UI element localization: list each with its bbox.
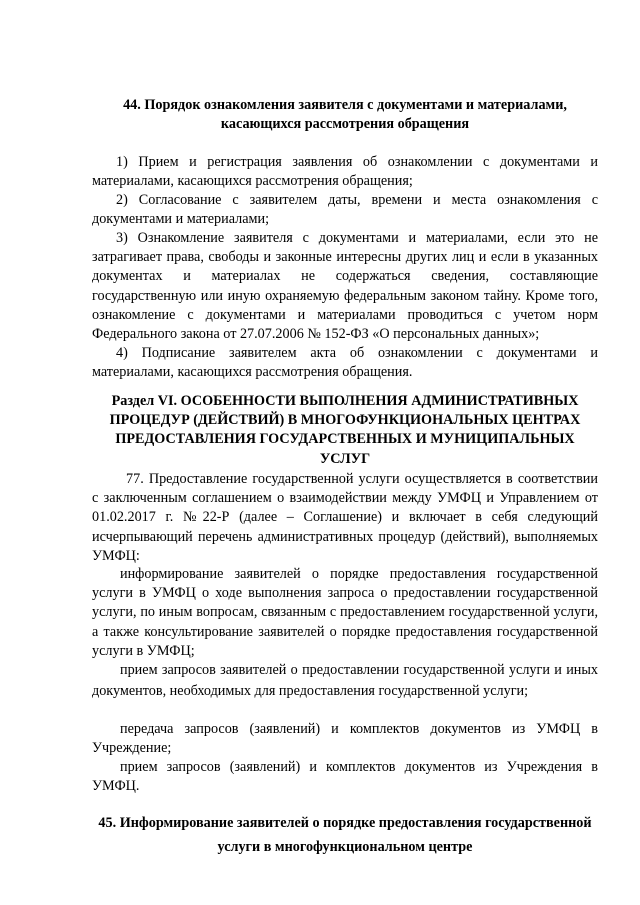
- section-44-item-3: 3) Ознакомление заявителя с документами и материалами, если это не затрагивает права, свободы и законные интересны других лиц и если в указанных документах и материалах не содержаться сведения, составляющие государственную или иную охраняемую федеральным законом тайну. Кроме того, ознакомление с документами и материалами проводиться с учетом норм Федерального закона от 27.07.2006 № 152-ФЗ «О персональных данных»;: [92, 230, 598, 343]
- list-item-receiving-from-institution: прием запросов (заявлений) и комплектов документов из Учреждения в УМФЦ.: [92, 759, 598, 795]
- section-44-item-2: 2) Согласование с заявителем даты, времени и места ознакомления с документами и материалами;: [92, 192, 598, 228]
- list-item-receiving-requests: прием запросов заявителей о предоставлении государственной услуги и иных документов, необходимых для предоставления государственной услуги;: [92, 662, 598, 699]
- list-item-informing: информирование заявителей о порядке предоставления государственной услуги в УМФЦ о ходе выполнения запроса о предоставлении государственной услуги, по иным вопросам, связанным с предоставлением государственной услуги, а также консультирование заявителей о порядке предоставления государственной услуги в УМФЦ;: [92, 566, 598, 659]
- list-item-transfer-to-institution: передача запросов (заявлений) и комплектов документов из УМФЦ в Учреждение;: [92, 721, 598, 757]
- paragraph-77: 77. Предоставление государственной услуги осуществляется в соответствии с заключенным соглашением о взаимодействии между УМФЦ и Управлением от 01.02.2017 г. №22-Р (далее – Соглашение) и включает в себя следующий исчерпывающий перечень административных процедур (действий), выполняемых УМФЦ:: [92, 471, 598, 564]
- section-44-item-1: 1) Прием и регистрация заявления об ознакомлении с документами и материалами, касающихся рассмотрения обращения;: [92, 154, 598, 190]
- section-44-item-4: 4) Подписание заявителем акта об ознакомлении с документами и материалами, касающихся рассмотрения обращения.: [92, 345, 598, 381]
- section-44-title: 44. Порядок ознакомления заявителя с документами и материалами, касающихся рассмотрения обращения: [123, 97, 567, 133]
- section-45-title: 45. Информирование заявителей о порядке предоставления государственной услуги в многофункциональном центре: [98, 815, 592, 855]
- section-6-title: Раздел VI. ОСОБЕННОСТИ ВЫПОЛНЕНИЯ АДМИНИСТРАТИВНЫХ ПРОЦЕДУР (ДЕЙСТВИЙ) В МНОГОФУНКЦИОНАЛЬНЫХ ЦЕНТРАХ ПРЕДОСТАВЛЕНИЯ ГОСУДАРСТВЕННЫХ И МУНИЦИПАЛЬНЫХ УСЛУГ: [109, 393, 581, 467]
